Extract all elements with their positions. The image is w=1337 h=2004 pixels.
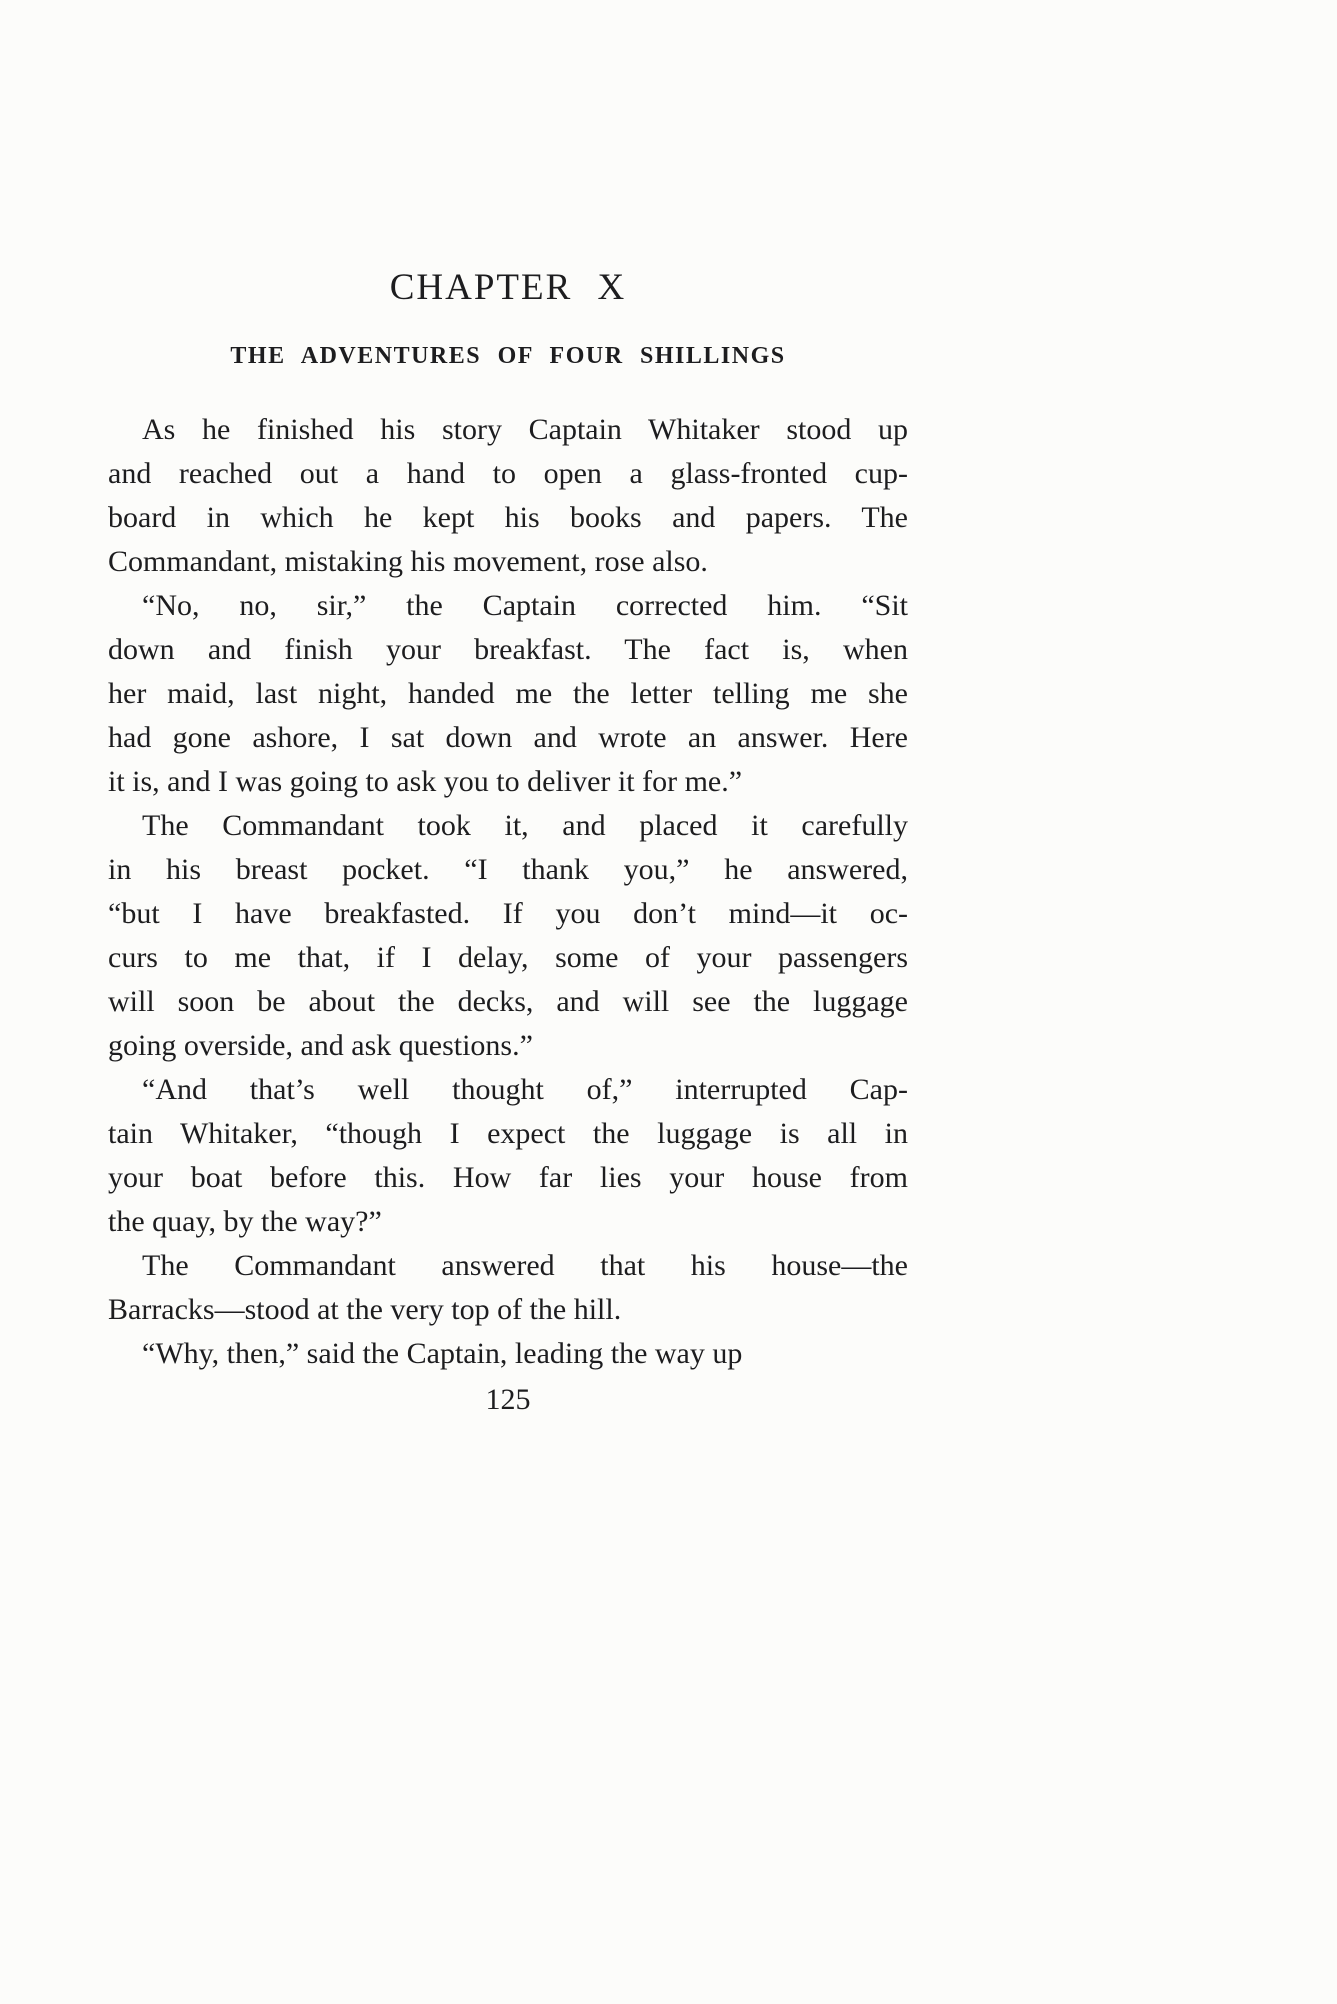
text-line: in his breast pocket. “I thank you,” he answered, [108, 853, 908, 886]
text-line: Commandant, mistaking his movement, rose also. [108, 545, 708, 578]
chapter-subtitle: THE ADVENTURES OF FOUR SHILLINGS [230, 343, 786, 369]
paragraph [108, 1068, 908, 1244]
text-line: and reached out a hand to open a glass-fronted cup- [108, 457, 908, 490]
text-line: down and finish your breakfast. The fact is, when [108, 633, 908, 666]
text-line: “Why, then,” said the Captain, leading the way up [142, 1337, 743, 1370]
text-line: Barracks—stood at the very top of the hill. [108, 1293, 622, 1326]
paragraph [108, 408, 908, 584]
text-line: “And that’s well thought of,” interrupted Cap- [142, 1073, 908, 1106]
body-text [108, 408, 908, 1376]
text-line: The Commandant answered that his house—the [142, 1249, 908, 1282]
page-number: 125 [485, 1383, 531, 1416]
text-line: will soon be about the decks, and will see the luggage [108, 985, 908, 1018]
paragraph [108, 1332, 908, 1376]
text-line: had gone ashore, I sat down and wrote an answer. Here [108, 721, 908, 754]
text-block [108, 0, 908, 1422]
text-line: tain Whitaker, “though I expect the luggage is all in [108, 1117, 908, 1150]
text-line: your boat before this. How far lies your house from [108, 1161, 908, 1194]
text-line: “but I have breakfasted. If you don’t mind—it oc- [108, 897, 908, 930]
text-line: As he finished his story Captain Whitaker stood up [142, 413, 908, 446]
paragraph [108, 584, 908, 804]
text-line: it is, and I was going to ask you to deliver it for me.” [108, 765, 743, 798]
text-line: the quay, by the way?” [108, 1205, 382, 1238]
paragraph [108, 804, 908, 1068]
text-line: going overside, and ask questions.” [108, 1029, 533, 1062]
chapter-heading: CHAPTER X [389, 267, 627, 308]
paragraph [108, 1244, 908, 1332]
text-line: her maid, last night, handed me the letter telling me she [108, 677, 908, 710]
text-line: The Commandant took it, and placed it carefully [142, 809, 908, 842]
text-line: board in which he kept his books and papers. The [108, 501, 908, 534]
text-line: “No, no, sir,” the Captain corrected him. “Sit [142, 589, 908, 622]
text-line: curs to me that, if I delay, some of your passengers [108, 941, 908, 974]
